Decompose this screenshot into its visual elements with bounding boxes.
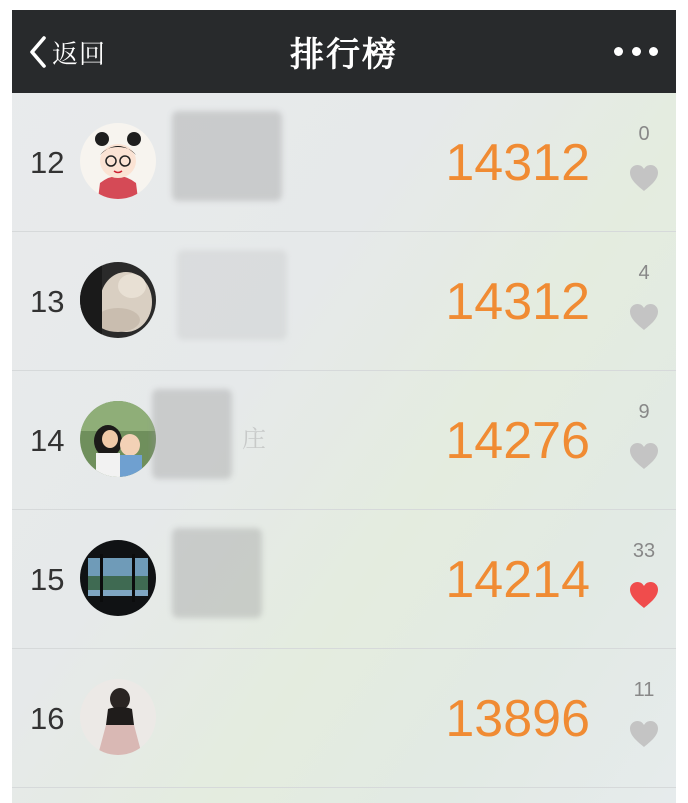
- step-count: 13896: [445, 689, 590, 748]
- more-button[interactable]: [614, 36, 658, 66]
- user-name: [172, 257, 292, 337]
- nav-bar: [12, 10, 676, 93]
- step-count: 14312: [445, 133, 590, 192]
- like-count: 9: [638, 401, 650, 423]
- heart-icon: [628, 719, 660, 749]
- more-dots-icon: [614, 47, 623, 56]
- rank-number: 13: [30, 283, 65, 319]
- avatar-image: [80, 679, 156, 755]
- like-button[interactable]: [624, 258, 664, 348]
- heart-icon: [628, 441, 660, 471]
- like-button[interactable]: [624, 675, 664, 765]
- step-count: 14214: [445, 550, 590, 609]
- back-label: 返回: [52, 39, 107, 70]
- step-count: 14312: [445, 272, 590, 331]
- ranking-list: [12, 93, 676, 788]
- avatar-image: [80, 540, 156, 616]
- more-dots-icon: [632, 47, 641, 56]
- ranking-row[interactable]: [12, 371, 676, 510]
- ranking-row[interactable]: [12, 93, 676, 232]
- avatar[interactable]: [80, 679, 156, 755]
- heart-icon: [628, 302, 660, 332]
- ranking-row[interactable]: [12, 510, 676, 649]
- avatar-image: [80, 401, 156, 477]
- step-count: 14276: [445, 411, 590, 470]
- redacted-name-blur: [152, 389, 232, 479]
- heart-icon: [628, 163, 660, 193]
- user-name: [172, 674, 292, 754]
- page-title: 排行榜: [290, 35, 398, 75]
- like-count: 0: [638, 123, 650, 145]
- avatar[interactable]: [80, 262, 156, 338]
- user-name: [172, 118, 292, 198]
- like-button[interactable]: [624, 397, 664, 487]
- heart-icon: [628, 580, 660, 610]
- like-count: 33: [632, 540, 656, 562]
- more-dots-icon: [649, 47, 658, 56]
- like-count: 11: [633, 679, 655, 701]
- avatar[interactable]: [80, 540, 156, 616]
- rank-number: 14: [30, 422, 65, 458]
- phone-screen: [12, 10, 676, 803]
- like-count: 4: [638, 262, 650, 284]
- avatar[interactable]: [80, 401, 156, 477]
- ranking-row[interactable]: [12, 232, 676, 371]
- ranking-row[interactable]: [12, 649, 676, 788]
- avatar-image: [80, 262, 156, 338]
- rank-number: 12: [30, 144, 65, 180]
- avatar-image: [80, 123, 156, 199]
- user-name: 庄: [242, 424, 266, 453]
- like-button[interactable]: [624, 536, 664, 626]
- rank-number: 16: [30, 700, 65, 736]
- rank-number: 15: [30, 561, 65, 597]
- avatar[interactable]: [80, 123, 156, 199]
- like-button[interactable]: [624, 119, 664, 209]
- user-name: [172, 535, 292, 615]
